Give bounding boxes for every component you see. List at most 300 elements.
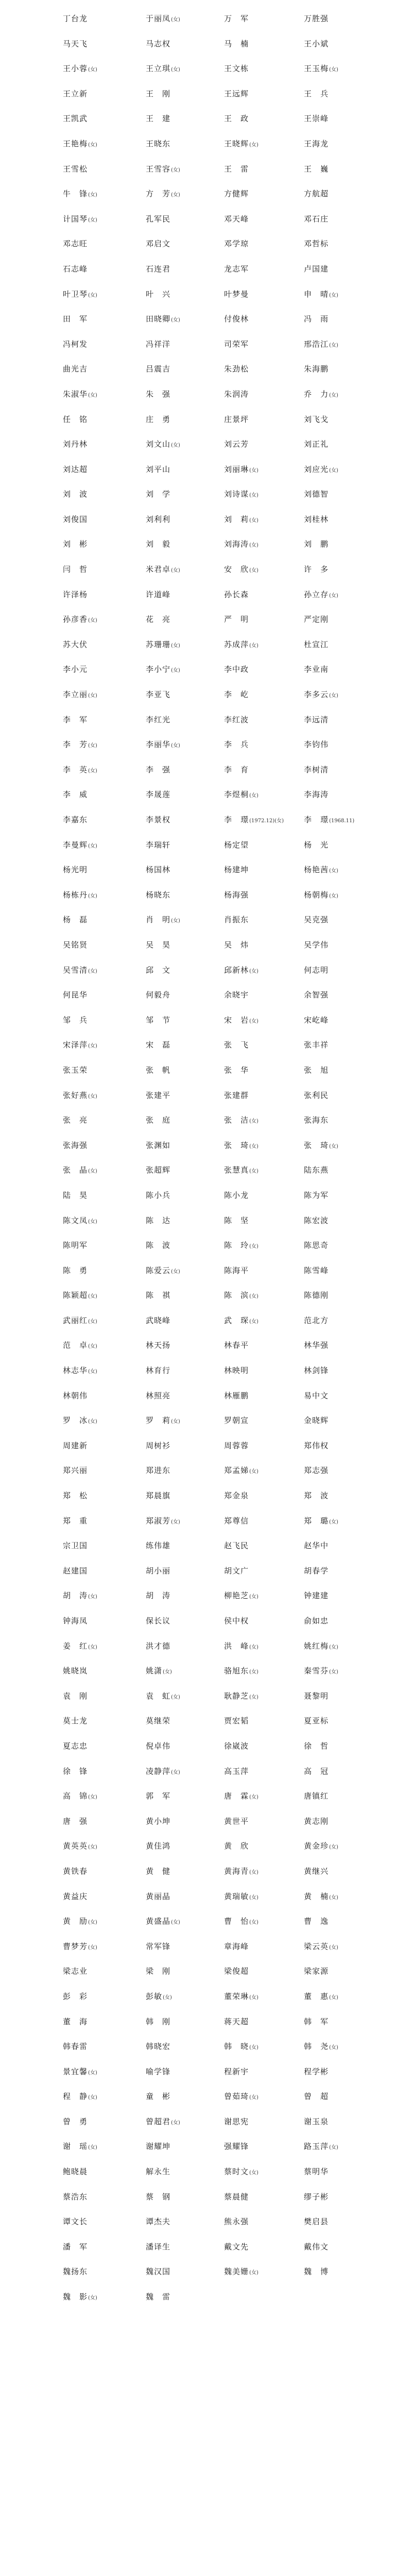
name-entry: 叶卫琴(女): [63, 289, 97, 299]
name-entry: 张慧真(女): [224, 1165, 259, 1175]
name-entry: 张建群: [224, 1090, 249, 1100]
name-entry: 姚潇(女): [146, 1666, 172, 1676]
name-entry: 庄 勇: [146, 414, 171, 424]
name-entry: 林育行: [146, 1366, 171, 1376]
name-row: [0, 890, 412, 915]
name-entry: 梁云英(女): [304, 1941, 338, 1951]
name-entry: 王小斌: [304, 39, 329, 48]
name-entry: 陈 勇: [63, 1265, 88, 1275]
name-entry: 杨 磊: [63, 915, 88, 925]
name-entry: 李业南: [304, 665, 329, 674]
name-entry: 黄 欣: [224, 1841, 249, 1851]
name-entry: 庄景坪: [224, 414, 249, 424]
name-entry: 王玉梅(女): [304, 64, 338, 74]
name-entry: 刘 鹏: [304, 539, 329, 549]
name-entry: 徐 锋: [63, 1766, 88, 1776]
name-entry: 钟建建: [304, 1591, 329, 1601]
name-entry: 万 军: [224, 14, 249, 23]
name-entry: 曾 勇: [63, 2116, 88, 2126]
name-entry: 陈 祺: [146, 1291, 171, 1300]
name-entry: 杨 光: [304, 840, 329, 850]
name-entry: 郑尊信: [224, 1516, 249, 1526]
name-entry: 武晓峰: [146, 1315, 171, 1325]
name-entry: 杨艳茜(女): [304, 865, 338, 875]
name-row: [0, 815, 412, 840]
name-entry: 肖 明(女): [146, 915, 180, 925]
name-entry: 骆旭东(女): [224, 1666, 259, 1676]
name-row: [0, 1516, 412, 1541]
name-row: [0, 514, 412, 539]
name-entry: 梁俊超: [224, 1967, 249, 1976]
name-entry: 孙彦香(女): [63, 615, 97, 624]
name-entry: 章海峰: [224, 1941, 249, 1951]
name-entry: 黄志刚: [304, 1816, 329, 1826]
name-entry: 邓石庄: [304, 214, 329, 224]
name-entry: 程新宇: [224, 2066, 249, 2076]
name-entry: 刘正礼: [304, 439, 329, 449]
name-entry: 林志华(女): [63, 1366, 97, 1376]
name-entry: 王 巍: [304, 164, 329, 174]
name-entry: 宋 磊: [146, 1040, 171, 1050]
name-entry: 朱润涛: [224, 389, 249, 399]
name-entry: 冯柯发: [63, 339, 88, 349]
name-entry: 罗朝宣: [224, 1416, 249, 1426]
name-entry: 魏扬东: [63, 2267, 88, 2277]
name-row: [0, 1616, 412, 1641]
name-row: [0, 1791, 412, 1816]
name-entry: 王小蓉(女): [63, 64, 97, 74]
name-entry: 刘 毅: [146, 539, 171, 549]
name-entry: 何毅舟: [146, 990, 171, 1000]
name-entry: 李瑞轩: [146, 840, 171, 850]
name-row: [0, 1666, 412, 1691]
name-entry: 刘 莉(女): [224, 514, 259, 524]
name-entry: 郑孟娣(女): [224, 1466, 259, 1476]
name-entry: 高 冠: [304, 1766, 329, 1776]
name-entry: 朱 强: [146, 389, 171, 399]
name-entry: 严定刚: [304, 615, 329, 624]
name-entry: 谭文长: [63, 2217, 88, 2227]
name-entry: 张建平: [146, 1090, 171, 1100]
name-entry: 黄 健: [146, 1866, 171, 1876]
name-row: [0, 1540, 412, 1566]
name-row: [0, 539, 412, 564]
name-entry: 夏亚标: [304, 1716, 329, 1726]
name-entry: 吴雪清(女): [63, 965, 97, 975]
name-row: [0, 1290, 412, 1315]
name-entry: 刘飞戈: [304, 414, 329, 424]
name-entry: 黄丽晶: [146, 1891, 171, 1901]
name-entry: 高 锦(女): [63, 1791, 97, 1801]
name-entry: 李远清: [304, 715, 329, 724]
name-entry: 马天飞: [63, 39, 88, 48]
name-entry: 胡 涛(女): [63, 1591, 97, 1601]
name-entry: 练伟雄: [146, 1541, 171, 1551]
name-entry: 何昆华: [63, 990, 88, 1000]
name-entry: 钟海凤: [63, 1616, 88, 1625]
name-row: [0, 564, 412, 589]
name-entry: 柳艳芝(女): [224, 1591, 259, 1601]
name-entry: 彭敏(女): [146, 1991, 172, 2001]
name-entry: 石连君: [146, 264, 171, 274]
name-row: [0, 1040, 412, 1065]
name-entry: 金晓辉: [304, 1416, 329, 1426]
name-entry: 吴 炜: [224, 940, 249, 950]
name-entry: 邓志旺: [63, 239, 88, 249]
name-entry: 张 旭: [304, 1065, 329, 1075]
name-entry: 林天扬: [146, 1341, 171, 1350]
name-entry: 丁台龙: [63, 14, 88, 23]
name-entry: 郑 波: [304, 1491, 329, 1501]
name-entry: 孙立存(女): [304, 589, 338, 599]
name-entry: 程学彬: [304, 2066, 329, 2076]
name-entry: 俞如忠: [304, 1616, 329, 1625]
name-entry: 姚红梅(女): [304, 1641, 338, 1651]
name-row: [0, 1090, 412, 1115]
name-entry: 胡小丽: [146, 1566, 171, 1575]
name-entry: 马志权: [146, 39, 171, 48]
name-entry: 郑晨旗: [146, 1491, 171, 1501]
name-row: [0, 614, 412, 639]
name-entry: 牛 锋(女): [63, 189, 97, 199]
name-entry: 朱淑华(女): [63, 389, 97, 399]
name-entry: 蔡晨健: [224, 2192, 249, 2201]
name-row: [0, 2141, 412, 2166]
name-row: [0, 1240, 412, 1265]
name-entry: 陈雪峰: [304, 1265, 329, 1275]
name-entry: 程 静(女): [63, 2092, 97, 2102]
name-row: [0, 1966, 412, 1991]
name-entry: 李晟莲: [146, 790, 171, 800]
name-entry: 宋 岩(女): [224, 1015, 259, 1025]
name-entry: 万胜强: [304, 14, 329, 23]
name-entry: 赵建国: [63, 1566, 88, 1575]
name-entry: 田 军: [63, 314, 88, 324]
name-row: [0, 1566, 412, 1591]
name-row: [0, 914, 412, 940]
name-entry: 林春平: [224, 1341, 249, 1350]
name-entry: 陈 玲(女): [224, 1241, 259, 1250]
name-row: [0, 2292, 412, 2317]
name-entry: 邱 文: [146, 965, 171, 975]
name-entry: 聂黎明: [304, 1691, 329, 1701]
name-entry: 黄继兴: [304, 1866, 329, 1876]
name-row: [0, 1365, 412, 1391]
name-row: [0, 715, 412, 740]
name-row: [0, 2242, 412, 2267]
name-entry: 张 洁(女): [224, 1115, 259, 1125]
name-row: [0, 2166, 412, 2192]
name-entry: 邹 兵: [63, 1015, 88, 1025]
name-entry: 景宜馨(女): [63, 2066, 97, 2076]
name-entry: 董 惠(女): [304, 1991, 338, 2001]
name-entry: 郑淑芳(女): [146, 1516, 180, 1526]
name-row: [0, 664, 412, 689]
name-entry: 侯中权: [224, 1616, 249, 1625]
name-row: [0, 689, 412, 715]
name-entry: 苏大伏: [63, 639, 88, 649]
name-entry: 范北方: [304, 1315, 329, 1325]
name-row: [0, 739, 412, 765]
name-row: [0, 1490, 412, 1516]
name-entry: 吕震吉: [146, 364, 171, 374]
name-row: [0, 1065, 412, 1090]
name-entry: 夏志忠: [63, 1741, 88, 1751]
name-entry: 黄 楠(女): [304, 1891, 338, 1901]
name-row: [0, 1190, 412, 1215]
name-entry: 李 璟(1972.12)(女): [224, 815, 284, 824]
name-entry: 蔡明华: [304, 2167, 329, 2177]
name-entry: 刘诗谋(女): [224, 489, 259, 499]
name-entry: 付俊林: [224, 314, 249, 324]
name-entry: 苏成萍(女): [224, 639, 259, 649]
name-entry: 黄海青(女): [224, 1866, 259, 1876]
name-entry: 林剑锋: [304, 1366, 329, 1376]
name-entry: 黄世平: [224, 1816, 249, 1826]
name-entry: 郑伟权: [304, 1440, 329, 1450]
name-entry: 黄铁春: [63, 1866, 88, 1876]
name-entry: 秦雪芬(女): [304, 1666, 338, 1676]
name-entry: 陈德刚: [304, 1291, 329, 1300]
name-entry: 韩 尧(女): [304, 2042, 338, 2052]
name-entry: 安 欣(女): [224, 565, 259, 574]
name-entry: 李树清: [304, 765, 329, 774]
name-entry: 宋屹峰: [304, 1015, 329, 1025]
name-entry: 方健辉: [224, 189, 249, 199]
name-entry: 王远辉: [224, 89, 249, 98]
name-entry: 魏美姗(女): [224, 2267, 259, 2277]
name-entry: 武丽红(女): [63, 1315, 97, 1325]
name-entry: 曹 怡(女): [224, 1917, 259, 1926]
name-entry: 唐 霖(女): [224, 1791, 259, 1801]
name-row: [0, 264, 412, 289]
name-entry: 高玉萍: [224, 1766, 249, 1776]
name-row: [0, 1841, 412, 1866]
name-row: [0, 1215, 412, 1241]
name-row: [0, 1115, 412, 1140]
name-entry: 彭 彩: [63, 1991, 88, 2001]
name-row: [0, 439, 412, 464]
name-entry: 蒋天超: [224, 2016, 249, 2026]
name-entry: 张丰祥: [304, 1040, 329, 1050]
name-entry: 魏汉国: [146, 2267, 171, 2277]
name-entry: 陈文凤(女): [63, 1215, 97, 1225]
name-entry: 张玉荣: [63, 1065, 88, 1075]
name-entry: 杨光明: [63, 865, 88, 875]
name-entry: 陈 达: [146, 1215, 171, 1225]
name-row: [0, 1590, 412, 1616]
name-entry: 朱劲松: [224, 364, 249, 374]
name-entry: 姜 红(女): [63, 1641, 97, 1651]
name-entry: 余智强: [304, 990, 329, 1000]
name-entry: 解永生: [146, 2167, 171, 2177]
name-entry: 陈宏波: [304, 1215, 329, 1225]
name-entry: 戴伟文: [304, 2242, 329, 2251]
name-entry: 王 政: [224, 114, 249, 124]
name-entry: 林照亮: [146, 1391, 171, 1400]
name-entry: 郑 璐(女): [304, 1516, 338, 1526]
name-row: [0, 2192, 412, 2217]
name-entry: 林雁鹏: [224, 1391, 249, 1400]
name-row: [0, 13, 412, 39]
name-entry: 刘俊国: [63, 514, 88, 524]
name-entry: 张 帆: [146, 1065, 171, 1075]
name-row: [0, 789, 412, 815]
name-entry: 蔡 钢: [146, 2192, 171, 2201]
name-entry: 梁志业: [63, 1967, 88, 1976]
name-entry: 徐崴波: [224, 1741, 249, 1751]
name-entry: 林华强: [304, 1341, 329, 1350]
name-entry: 刘丽琳(女): [224, 464, 259, 474]
name-entry: 宗卫国: [63, 1541, 88, 1551]
name-entry: 莫士龙: [63, 1716, 88, 1726]
name-entry: 熊永强: [224, 2217, 249, 2227]
name-entry: 梁家源: [304, 1967, 329, 1976]
name-entry: 陈 滨(女): [224, 1291, 259, 1300]
name-entry: 周树衫: [146, 1440, 171, 1450]
name-entry: 刘 波: [63, 489, 88, 499]
name-entry: 王凯武: [63, 114, 88, 124]
name-entry: 邓启文: [146, 239, 171, 249]
name-entry: 易中文: [304, 1391, 329, 1400]
name-entry: 邢浩江(女): [304, 339, 338, 349]
name-entry: 郑兴丽: [63, 1466, 88, 1476]
name-entry: 杨栋丹(女): [63, 890, 97, 900]
name-entry: 胡春学: [304, 1566, 329, 1575]
name-entry: 刘德智: [304, 489, 329, 499]
name-entry: 董荣琳(女): [224, 1991, 259, 2001]
name-entry: 李多云(女): [304, 690, 338, 700]
name-row: [0, 2216, 412, 2242]
name-entry: 石志峰: [63, 264, 88, 274]
name-entry: 王 雷: [224, 164, 249, 174]
name-entry: 李 英(女): [63, 765, 97, 774]
name-entry: 于丽凤(女): [146, 14, 180, 23]
name-row: [0, 865, 412, 890]
name-row: [0, 2091, 412, 2116]
name-entry: 凌静萍(女): [146, 1766, 180, 1776]
name-entry: 刘 学: [146, 489, 171, 499]
name-entry: 李 军: [63, 715, 88, 724]
name-entry: 谢玉泉: [304, 2116, 329, 2126]
name-entry: 郑 松: [63, 1491, 88, 1501]
name-entry: 胡 涛: [146, 1591, 171, 1601]
name-entry: 余晓宇: [224, 990, 249, 1000]
name-row: [0, 2041, 412, 2066]
name-entry: 吴 昊: [146, 940, 171, 950]
name-row: [0, 1716, 412, 1741]
name-entry: 刘桂林: [304, 514, 329, 524]
name-entry: 冯祥洋: [146, 339, 171, 349]
name-entry: 许泽杨: [63, 589, 88, 599]
name-entry: 潘译生: [146, 2242, 171, 2251]
name-entry: 李 育: [224, 765, 249, 774]
name-entry: 梁 刚: [146, 1967, 171, 1976]
name-entry: 郑金泉: [224, 1491, 249, 1501]
name-row: [0, 1015, 412, 1040]
name-entry: 林映明: [224, 1366, 249, 1376]
name-entry: 李钧伟: [304, 740, 329, 750]
name-entry: 姚晓岚: [63, 1666, 88, 1676]
name-row: [0, 840, 412, 865]
name-entry: 范 卓(女): [63, 1341, 97, 1350]
name-entry: 何志明: [304, 965, 329, 975]
name-entry: 胡文广: [224, 1566, 249, 1575]
name-entry: 刘丹林: [63, 439, 88, 449]
name-entry: 李景权: [146, 815, 171, 824]
name-entry: 卢国建: [304, 264, 329, 274]
name-entry: 陈为军: [304, 1190, 329, 1200]
name-entry: 王立新: [63, 89, 88, 98]
name-entry: 黄英英(女): [63, 1841, 97, 1851]
name-entry: 王立琪(女): [146, 64, 180, 74]
name-entry: 陈明军: [63, 1241, 88, 1250]
name-entry: 李海涛: [304, 790, 329, 800]
name-entry: 袁 刚: [63, 1691, 88, 1701]
name-entry: 谭杰夫: [146, 2217, 171, 2227]
name-entry: 路玉萍(女): [304, 2142, 338, 2151]
name-entry: 王海龙: [304, 139, 329, 148]
name-entry: 刘达超: [63, 464, 88, 474]
name-entry: 李小元: [63, 665, 88, 674]
name-entry: 李曼辉(女): [63, 840, 97, 850]
name-entry: 黄益庆: [63, 1891, 88, 1901]
name-entry: 刘利利: [146, 514, 171, 524]
name-entry: 武 琛(女): [224, 1315, 259, 1325]
name-entry: 米君卓(女): [146, 565, 180, 574]
name-row: [0, 639, 412, 665]
name-row: [0, 39, 412, 64]
name-entry: 刘应光(女): [304, 464, 338, 474]
name-entry: 许道峰: [146, 589, 171, 599]
name-entry: 周蓉蓉: [224, 1440, 249, 1450]
name-entry: 李 璟(1968.11): [304, 815, 355, 824]
name-entry: 司荣军: [224, 339, 249, 349]
name-entry: 邹 节: [146, 1015, 171, 1025]
name-entry: 郑志强: [304, 1466, 329, 1476]
name-entry: 任 铭: [63, 414, 88, 424]
name-row: [0, 314, 412, 339]
name-entry: 李 兵: [224, 740, 249, 750]
name-row: [0, 389, 412, 414]
name-entry: 喻学锋: [146, 2066, 171, 2076]
name-entry: 常军锋: [146, 1941, 171, 1951]
name-row: [0, 1265, 412, 1291]
name-entry: 曾茹琦(女): [224, 2092, 259, 2102]
name-entry: 童 彬: [146, 2092, 171, 2102]
name-entry: 闫 哲: [63, 565, 88, 574]
name-entry: 李小宁(女): [146, 665, 180, 674]
name-entry: 陈海平: [224, 1265, 249, 1275]
name-row: [0, 1916, 412, 1941]
name-entry: 罗 冰(女): [63, 1416, 97, 1426]
name-row: [0, 2016, 412, 2042]
name-entry: 黄 励(女): [63, 1917, 97, 1926]
name-entry: 唐 强: [63, 1816, 88, 1826]
name-entry: 李嘉东: [63, 815, 88, 824]
name-entry: 洪才德: [146, 1641, 171, 1651]
name-entry: 黄小坤: [146, 1816, 171, 1826]
name-entry: 缪子彬: [304, 2192, 329, 2201]
name-entry: 樊启县: [304, 2217, 329, 2227]
name-entry: 谢耀坤: [146, 2142, 171, 2151]
name-entry: 王雪松: [63, 164, 88, 174]
name-entry: 李 屹: [224, 690, 249, 700]
name-row: [0, 239, 412, 264]
name-entry: 邓天峰: [224, 214, 249, 224]
name-row: [0, 1315, 412, 1341]
name-entry: 徐 哲: [304, 1741, 329, 1751]
